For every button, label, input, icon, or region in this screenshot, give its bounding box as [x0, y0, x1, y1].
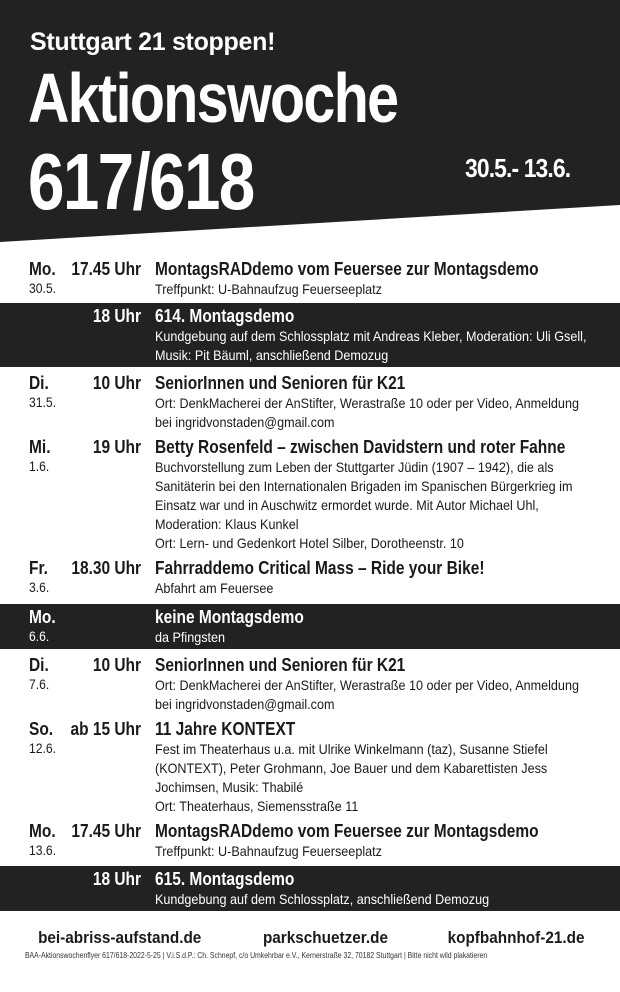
- event-details: [155, 258, 620, 299]
- event-time: 10 Uhr: [92, 655, 141, 675]
- event-row: [0, 258, 620, 299]
- event-details: [155, 372, 620, 432]
- event-date: 12.6.: [29, 741, 57, 756]
- event-description: Ort: Lern- und Gedenkort Hotel Silber, Dorotheenstr. 10: [155, 535, 464, 551]
- event-day: Mo.: [29, 259, 56, 279]
- event-row: [0, 820, 620, 861]
- event-date: 13.6.: [29, 843, 57, 858]
- header-number: 617/618: [28, 137, 254, 226]
- event-row: [0, 436, 620, 553]
- event-item: [0, 866, 620, 911]
- footer-imprint: BAA-Aktionswochenflyer 617/618-2022-5-25 | V.i.S.d.P.: Ch. Schnepf, c/o Umkehrbar e.V., Kernerstraße 32, 70182 Stuttgart | Bitte nicht wild plakatieren: [24, 951, 488, 960]
- event-item: [0, 434, 620, 555]
- event-when: [0, 718, 155, 816]
- event-description: Treffpunkt: U-Bahnaufzug Feuerseeplatz: [155, 281, 382, 297]
- event-row: [0, 557, 620, 598]
- event-row: [0, 718, 620, 816]
- event-title: 615. Montagsdemo: [155, 869, 295, 889]
- event-date: 3.6.: [29, 580, 50, 595]
- event-description: Fest im Theaterhaus u.a. mit Ulrike Winkelmann (taz), Susanne Stiefel (KONTEXT), Peter Grohmann, Joe Bauer und dem Kabarettisten Jess Jochimsen, Musik: Thabilé: [155, 741, 548, 795]
- event-title: keine Montagsdemo: [155, 607, 304, 627]
- header-dates: 30.5.- 13.6.: [465, 153, 571, 183]
- header-title: Aktionswoche: [28, 59, 398, 137]
- event-when: [0, 820, 155, 861]
- event-details: [155, 820, 620, 861]
- event-item: [0, 652, 620, 716]
- event-title: SeniorInnen und Senioren für K21: [155, 373, 406, 393]
- event-when: [0, 868, 155, 909]
- event-day: Mo.: [29, 607, 56, 627]
- event-item: [0, 604, 620, 649]
- event-description: Buchvorstellung zum Leben der Stuttgarter Jüdin (1907 – 1942), die als Sanitäterin bei den Internationalen Brigaden im Spanischen Bürgerkrieg im Einsatz war und in Auschwitz ermordet wurde. Mit Autor Michael Uhl, Moderation: Klaus Kunkel: [155, 459, 573, 532]
- event-title: MontagsRADdemo vom Feuersee zur Montagsdemo: [155, 259, 539, 279]
- event-description: Ort: DenkMacherei der AnStifter, Werastraße 10 oder per Video, Anmeldung bei ingridvonstaden@gmail.com: [155, 395, 579, 430]
- event-details: [155, 654, 620, 714]
- event-day: Mo.: [29, 821, 56, 841]
- event-title: SeniorInnen und Senioren für K21: [155, 655, 406, 675]
- event-details: [155, 718, 620, 816]
- event-date: 1.6.: [29, 459, 50, 474]
- event-description: Kundgebung auf dem Schlossplatz, anschließend Demozug: [155, 891, 490, 907]
- event-title: 11 Jahre KONTEXT: [155, 719, 296, 739]
- event-description: Ort: Theaterhaus, Siemensstraße 11: [155, 798, 359, 814]
- event-when: [0, 305, 155, 365]
- event-details: [155, 606, 620, 647]
- footer-link-parkschuetzer[interactable]: parkschuetzer.de: [262, 928, 388, 947]
- footer-links: [0, 926, 620, 950]
- footer-link-kopfbahnhof-21[interactable]: kopfbahnhof-21.de: [447, 928, 585, 947]
- event-day: Mi.: [29, 437, 51, 457]
- event-when: [0, 258, 155, 299]
- event-when: [0, 372, 155, 432]
- event-description: Ort: DenkMacherei der AnStifter, Werastraße 10 oder per Video, Anmeldung bei ingridvonstaden@gmail.com: [155, 677, 579, 712]
- event-list: [0, 256, 620, 911]
- event-row: [0, 868, 620, 909]
- event-row: [0, 654, 620, 714]
- event-row: [0, 372, 620, 432]
- event-when: [0, 606, 155, 647]
- event-day: Fr.: [29, 558, 48, 578]
- event-time: 17.45 Uhr: [71, 259, 141, 279]
- header-kicker: Stuttgart 21 stoppen!: [30, 28, 276, 56]
- event-date: 7.6.: [29, 677, 50, 692]
- event-day: So.: [29, 719, 54, 739]
- footer-link-bei-abriss-aufstand[interactable]: bei-abriss-aufstand.de: [38, 928, 202, 947]
- event-row: [0, 305, 620, 365]
- event-time: 10 Uhr: [92, 373, 141, 393]
- event-day: Di.: [29, 655, 49, 675]
- event-title: MontagsRADdemo vom Feuersee zur Montagsdemo: [155, 821, 539, 841]
- event-item: [0, 555, 620, 600]
- event-row: [0, 606, 620, 647]
- footer: [0, 926, 620, 962]
- event-time: ab 15 Uhr: [70, 719, 141, 739]
- event-description: Kundgebung auf dem Schlossplatz mit Andreas Kleber, Moderation: Uli Gsell, Musik: Pit Bäuml, anschließend Demozug: [155, 328, 587, 363]
- event-item: [0, 256, 620, 301]
- event-details: [155, 868, 620, 909]
- event-description: Treffpunkt: U-Bahnaufzug Feuerseeplatz: [155, 843, 382, 859]
- event-item: [0, 303, 620, 367]
- event-date: 31.5.: [29, 395, 57, 410]
- event-time: 17.45 Uhr: [71, 821, 141, 841]
- event-time: 18.30 Uhr: [71, 558, 141, 578]
- event-details: [155, 557, 620, 598]
- event-description: Abfahrt am Feuersee: [155, 580, 274, 596]
- event-when: [0, 436, 155, 553]
- event-title: 614. Montagsdemo: [155, 306, 295, 326]
- event-item: [0, 818, 620, 863]
- event-day: Di.: [29, 373, 49, 393]
- event-when: [0, 557, 155, 598]
- event-when: [0, 654, 155, 714]
- event-details: [155, 305, 620, 365]
- header-banner: [0, 0, 620, 250]
- event-details: [155, 436, 620, 553]
- event-description: da Pfingsten: [155, 629, 226, 645]
- event-time: 18 Uhr: [92, 306, 141, 326]
- event-item: [0, 716, 620, 818]
- event-date: 6.6.: [29, 629, 50, 644]
- event-time: 19 Uhr: [92, 437, 141, 457]
- event-title: Betty Rosenfeld – zwischen Davidstern und roter Fahne: [155, 437, 566, 457]
- event-title: Fahrraddemo Critical Mass – Ride your Bike!: [155, 558, 485, 578]
- event-date: 30.5.: [29, 281, 57, 296]
- event-time: 18 Uhr: [92, 869, 141, 889]
- event-item: [0, 370, 620, 434]
